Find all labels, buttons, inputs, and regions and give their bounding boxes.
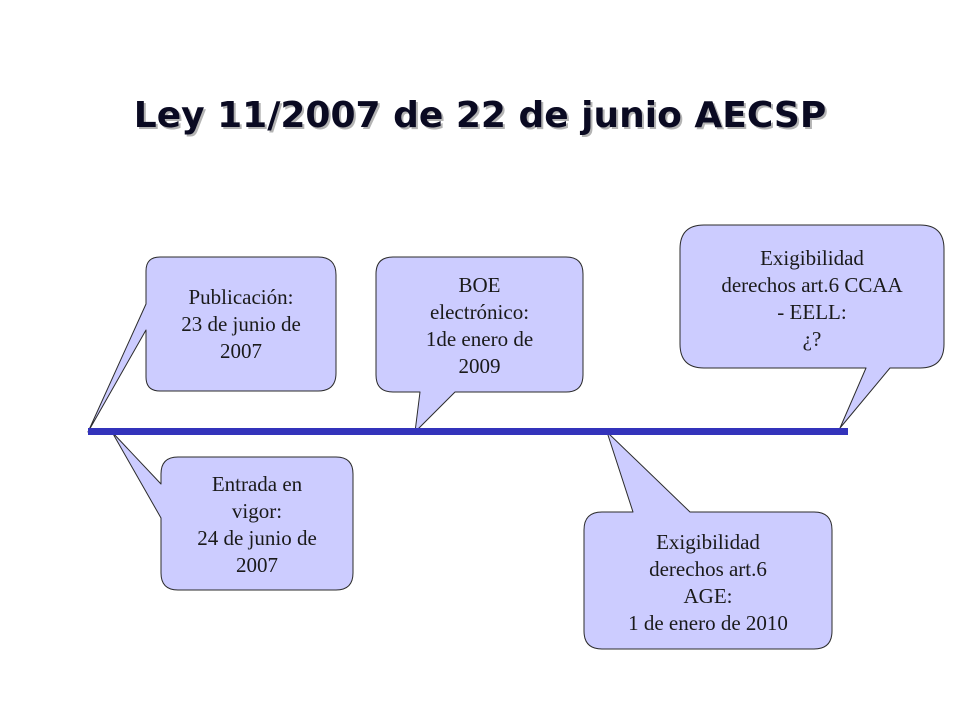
callout-ccaa-text bbox=[680, 229, 944, 368]
ccaa-line-2: derechos art.6 CCAA bbox=[721, 272, 903, 297]
callout-boe-text bbox=[376, 260, 583, 392]
boe-line-4: 2009 bbox=[458, 354, 501, 378]
ccaa-line-4: ¿? bbox=[802, 326, 822, 351]
entrada-line-2: vigor: bbox=[231, 499, 283, 523]
entrada-line-1: Entrada en bbox=[211, 472, 303, 496]
callout-publicacion-text bbox=[146, 257, 336, 391]
ccaa-line-1: Exigibilidad bbox=[760, 245, 864, 270]
publicacion-line-2: 23 de junio de bbox=[181, 311, 301, 336]
timeline-line bbox=[88, 428, 848, 435]
publicacion-line-1: Publicación: bbox=[188, 284, 294, 309]
publicacion-line-3: 2007 bbox=[220, 338, 262, 363]
callout-entrada-text bbox=[161, 460, 353, 590]
entrada-line-4: 2007 bbox=[236, 553, 278, 577]
age-line-1: Exigibilidad bbox=[656, 529, 760, 554]
age-line-3: AGE: bbox=[683, 583, 733, 608]
age-line-4: 1 de enero de 2010 bbox=[628, 610, 788, 635]
boe-line-3: 1de enero de bbox=[425, 327, 534, 351]
entrada-line-3: 24 de junio de bbox=[197, 526, 317, 550]
callout-age-text bbox=[584, 516, 832, 649]
age-line-2: derechos art.6 bbox=[649, 556, 767, 581]
boe-line-2: electrónico: bbox=[429, 300, 530, 324]
ccaa-line-3: - EELL: bbox=[777, 299, 847, 324]
boe-line-1: BOE bbox=[458, 273, 501, 297]
slide-title: Ley 11/2007 de 22 de junio AECSP bbox=[133, 95, 827, 136]
